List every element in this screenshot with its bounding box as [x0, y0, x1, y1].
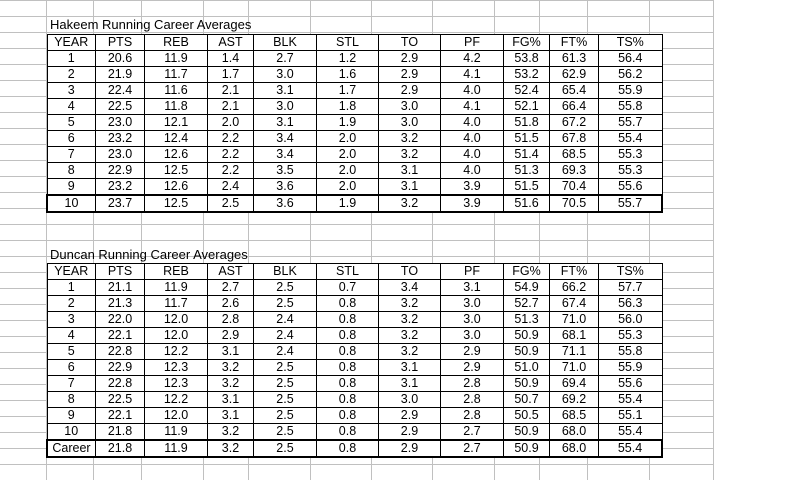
table-cell[interactable]: 3.2	[379, 328, 441, 344]
column-header[interactable]: REB	[145, 264, 208, 280]
table-cell[interactable]: 51.3	[504, 163, 550, 179]
table-row	[47, 392, 662, 408]
table-cell[interactable]: 3.1	[208, 408, 254, 424]
table-cell[interactable]: 3.0	[441, 312, 504, 328]
table-cell[interactable]: 56.3	[599, 296, 663, 312]
table-cell[interactable]: 2.1	[208, 83, 254, 99]
table-cell[interactable]: 2.2	[208, 147, 254, 163]
table-cell[interactable]: 2.8	[441, 408, 504, 424]
table-cell[interactable]: 12.2	[145, 344, 208, 360]
column-header[interactable]: YEAR	[47, 264, 96, 280]
table-cell[interactable]: 50.9	[504, 376, 550, 392]
table-cell[interactable]: 22.8	[96, 376, 145, 392]
table-cell[interactable]: 55.4	[599, 392, 663, 408]
table-cell[interactable]: 2.7	[441, 424, 504, 441]
table-cell[interactable]: 2.0	[317, 147, 379, 163]
table-cell[interactable]: 1.9	[317, 115, 379, 131]
table-row	[47, 131, 662, 147]
table-cell[interactable]: 1.2	[317, 51, 379, 67]
table-cell[interactable]: 70.4	[550, 179, 599, 196]
table-cell[interactable]: 68.0	[550, 424, 599, 441]
table-cell[interactable]: 8	[47, 163, 96, 179]
table-cell[interactable]: 67.2	[550, 115, 599, 131]
table-row	[47, 408, 662, 424]
table-cell[interactable]: 6	[47, 131, 96, 147]
table-cell[interactable]: 3.2	[208, 440, 254, 457]
table-cell[interactable]: 3.9	[441, 195, 504, 212]
table-cell[interactable]: 52.7	[504, 296, 550, 312]
table-cell[interactable]: 50.5	[504, 408, 550, 424]
table-cell[interactable]: 21.8	[96, 424, 145, 441]
table-cell[interactable]: 55.4	[599, 424, 663, 441]
table-cell[interactable]: 3.9	[441, 179, 504, 196]
table-cell[interactable]: 11.9	[145, 51, 208, 67]
table-row	[47, 360, 662, 376]
table-cell[interactable]: 52.4	[504, 83, 550, 99]
header-row	[47, 35, 662, 51]
table-cell[interactable]: 4.2	[441, 51, 504, 67]
table-row	[47, 328, 662, 344]
table-cell[interactable]: 11.7	[145, 67, 208, 83]
table-row	[47, 67, 662, 83]
table-cell[interactable]: Career	[47, 440, 96, 457]
table-cell[interactable]: 10	[47, 195, 96, 212]
table-cell[interactable]: 0.8	[317, 440, 379, 457]
table-cell[interactable]: 1.7	[208, 67, 254, 83]
table-cell[interactable]: 3.2	[208, 360, 254, 376]
table-cell[interactable]: 3.1	[379, 179, 441, 196]
table-cell[interactable]: 68.5	[550, 147, 599, 163]
table-cell[interactable]: 11.9	[145, 440, 208, 457]
table-cell[interactable]: 67.4	[550, 296, 599, 312]
table-cell[interactable]: 5	[47, 344, 96, 360]
table-row	[47, 115, 662, 131]
table-row	[47, 312, 662, 328]
table-cell[interactable]: 22.5	[96, 99, 145, 115]
table-cell[interactable]: 3.2	[379, 344, 441, 360]
table-cell[interactable]: 68.0	[550, 440, 599, 457]
table-cell[interactable]: 3.2	[208, 376, 254, 392]
table-cell[interactable]: 1.8	[317, 99, 379, 115]
table-cell[interactable]: 55.3	[599, 163, 663, 179]
table-cell[interactable]: 2.9	[379, 408, 441, 424]
table-cell[interactable]: 2.0	[317, 131, 379, 147]
column-header[interactable]: TO	[379, 264, 441, 280]
table-cell[interactable]: 55.1	[599, 408, 663, 424]
table-cell[interactable]: 3.0	[441, 296, 504, 312]
table-cell[interactable]: 21.8	[96, 440, 145, 457]
table-cell[interactable]: 3.0	[254, 99, 317, 115]
table-cell[interactable]: 12.0	[145, 408, 208, 424]
table-cell[interactable]: 2.2	[208, 163, 254, 179]
table-row	[47, 195, 662, 212]
table-cell[interactable]: 12.4	[145, 131, 208, 147]
table-cell[interactable]: 2.9	[441, 344, 504, 360]
column-header[interactable]: STL	[317, 35, 379, 51]
table-cell[interactable]: 23.2	[96, 179, 145, 196]
table-cell[interactable]: 0.8	[317, 312, 379, 328]
table-cell[interactable]: 3.4	[254, 147, 317, 163]
table-cell[interactable]: 3.0	[379, 99, 441, 115]
table-cell[interactable]: 2.7	[441, 440, 504, 457]
table-cell[interactable]: 2.9	[379, 440, 441, 457]
table-cell[interactable]: 3.1	[254, 115, 317, 131]
table-row	[47, 440, 662, 457]
table-cell[interactable]: 0.8	[317, 408, 379, 424]
table-cell[interactable]: 23.2	[96, 131, 145, 147]
table-cell[interactable]: 55.7	[599, 195, 663, 212]
table-cell[interactable]: 51.5	[504, 179, 550, 196]
table-cell[interactable]: 50.9	[504, 344, 550, 360]
table-cell[interactable]: 55.9	[599, 360, 663, 376]
table-cell[interactable]: 3.6	[254, 195, 317, 212]
column-header[interactable]: AST	[208, 264, 254, 280]
table-cell[interactable]: 12.0	[145, 328, 208, 344]
table-cell[interactable]: 3.1	[379, 163, 441, 179]
table-row	[47, 163, 662, 179]
table-cell[interactable]: 22.8	[96, 344, 145, 360]
table-cell[interactable]: 12.6	[145, 179, 208, 196]
table-cell[interactable]: 51.5	[504, 131, 550, 147]
table-cell[interactable]: 69.2	[550, 392, 599, 408]
table-cell[interactable]: 22.4	[96, 83, 145, 99]
table-cell[interactable]: 20.6	[96, 51, 145, 67]
table-cell[interactable]: 4.1	[441, 99, 504, 115]
table-cell[interactable]: 55.4	[599, 131, 663, 147]
table-cell[interactable]: 2.1	[208, 99, 254, 115]
table-cell[interactable]: 2.4	[208, 179, 254, 196]
table-cell[interactable]: 11.7	[145, 296, 208, 312]
table-cell[interactable]: 2.0	[317, 179, 379, 196]
column-header[interactable]: AST	[208, 35, 254, 51]
table-cell[interactable]: 3.2	[379, 131, 441, 147]
duncan-averages-table	[46, 263, 663, 458]
table-cell[interactable]: 23.0	[96, 115, 145, 131]
table-cell[interactable]: 54.9	[504, 280, 550, 296]
table-cell[interactable]: 2.5	[254, 408, 317, 424]
table-cell[interactable]: 57.7	[599, 280, 663, 296]
table-cell[interactable]: 23.7	[96, 195, 145, 212]
table-cell[interactable]: 4.0	[441, 83, 504, 99]
table-cell[interactable]: 2.8	[441, 376, 504, 392]
table-cell[interactable]: 3.1	[254, 83, 317, 99]
table-cell[interactable]: 55.3	[599, 147, 663, 163]
table-cell[interactable]: 22.1	[96, 328, 145, 344]
table-cell[interactable]: 7	[47, 376, 96, 392]
table-cell[interactable]: 21.1	[96, 280, 145, 296]
table-cell[interactable]: 51.6	[504, 195, 550, 212]
table-cell[interactable]: 2.4	[254, 328, 317, 344]
table-cell[interactable]: 50.9	[504, 440, 550, 457]
table-cell[interactable]: 3.0	[379, 392, 441, 408]
table-cell[interactable]: 50.9	[504, 328, 550, 344]
table-cell[interactable]: 61.3	[550, 51, 599, 67]
table-cell[interactable]: 12.0	[145, 312, 208, 328]
table-cell[interactable]: 67.8	[550, 131, 599, 147]
column-header[interactable]: TS%	[599, 35, 663, 51]
table-row	[47, 376, 662, 392]
table-cell[interactable]: 0.7	[317, 280, 379, 296]
table-cell[interactable]: 7	[47, 147, 96, 163]
table-cell[interactable]: 3.0	[254, 67, 317, 83]
table-cell[interactable]: 12.1	[145, 115, 208, 131]
table-cell[interactable]: 55.4	[599, 440, 663, 457]
table-cell[interactable]: 53.8	[504, 51, 550, 67]
table-cell[interactable]: 3.5	[254, 163, 317, 179]
column-header[interactable]: FT%	[550, 35, 599, 51]
table-cell[interactable]: 69.3	[550, 163, 599, 179]
table-row	[47, 280, 662, 296]
table-cell[interactable]: 4.0	[441, 163, 504, 179]
table-cell[interactable]: 2.0	[317, 163, 379, 179]
table-cell[interactable]: 23.0	[96, 147, 145, 163]
table-cell[interactable]: 50.7	[504, 392, 550, 408]
table-cell[interactable]: 56.0	[599, 312, 663, 328]
table-cell[interactable]: 3.2	[379, 195, 441, 212]
table-cell[interactable]: 21.9	[96, 67, 145, 83]
table-cell[interactable]: 0.8	[317, 344, 379, 360]
table-cell[interactable]: 0.8	[317, 424, 379, 441]
table-cell[interactable]: 10	[47, 424, 96, 441]
table-cell[interactable]: 3	[47, 83, 96, 99]
table-cell[interactable]: 53.2	[504, 67, 550, 83]
table-cell[interactable]: 2.9	[379, 83, 441, 99]
table-cell[interactable]: 51.3	[504, 312, 550, 328]
table-row	[47, 51, 662, 67]
table-cell[interactable]: 11.6	[145, 83, 208, 99]
table-cell[interactable]: 11.8	[145, 99, 208, 115]
table-cell[interactable]: 66.4	[550, 99, 599, 115]
table-cell[interactable]: 55.7	[599, 115, 663, 131]
table-cell[interactable]: 68.1	[550, 328, 599, 344]
table-cell[interactable]: 3.6	[254, 179, 317, 196]
table-cell[interactable]: 1.7	[317, 83, 379, 99]
table-cell[interactable]: 8	[47, 392, 96, 408]
table-cell[interactable]: 66.2	[550, 280, 599, 296]
table-cell[interactable]: 2	[47, 67, 96, 83]
table-cell[interactable]: 4.0	[441, 147, 504, 163]
table-cell[interactable]: 1.9	[317, 195, 379, 212]
table-cell[interactable]: 3.2	[379, 312, 441, 328]
table-cell[interactable]: 55.8	[599, 99, 663, 115]
table-cell[interactable]: 62.9	[550, 67, 599, 83]
table-cell[interactable]: 1	[47, 51, 96, 67]
table-cell[interactable]: 2.5	[254, 296, 317, 312]
table-cell[interactable]: 12.3	[145, 360, 208, 376]
table-cell[interactable]: 2.5	[254, 392, 317, 408]
table-cell[interactable]: 70.5	[550, 195, 599, 212]
table-cell[interactable]: 2.5	[254, 376, 317, 392]
table-cell[interactable]: 2.8	[208, 312, 254, 328]
table-cell[interactable]: 3.1	[208, 392, 254, 408]
table-cell[interactable]: 55.3	[599, 328, 663, 344]
table-cell[interactable]: 3.1	[441, 280, 504, 296]
table-cell[interactable]: 71.0	[550, 312, 599, 328]
table-cell[interactable]: 22.9	[96, 163, 145, 179]
table-cell[interactable]: 0.8	[317, 296, 379, 312]
table-cell[interactable]: 2.9	[379, 51, 441, 67]
column-header[interactable]: FG%	[504, 35, 550, 51]
table-cell[interactable]: 22.1	[96, 408, 145, 424]
table-cell[interactable]: 4.1	[441, 67, 504, 83]
table-cell[interactable]: 0.8	[317, 328, 379, 344]
table-cell[interactable]: 12.3	[145, 376, 208, 392]
table-cell[interactable]: 3.0	[379, 115, 441, 131]
table-cell[interactable]: 2.4	[254, 344, 317, 360]
column-header[interactable]: REB	[145, 35, 208, 51]
table-cell[interactable]: 2.5	[254, 424, 317, 441]
table-cell[interactable]: 22.0	[96, 312, 145, 328]
table-row	[47, 179, 662, 196]
table-cell[interactable]: 2.5	[254, 360, 317, 376]
table-cell[interactable]: 56.2	[599, 67, 663, 83]
table-cell[interactable]: 2	[47, 296, 96, 312]
table-cell[interactable]: 11.9	[145, 280, 208, 296]
table-cell[interactable]: 12.5	[145, 195, 208, 212]
table-cell[interactable]: 71.0	[550, 360, 599, 376]
column-header[interactable]: FG%	[504, 264, 550, 280]
table-cell[interactable]: 3	[47, 312, 96, 328]
table-cell[interactable]: 55.9	[599, 83, 663, 99]
table-cell[interactable]: 1	[47, 280, 96, 296]
table-cell[interactable]: 1.4	[208, 51, 254, 67]
table-cell[interactable]: 2.5	[254, 440, 317, 457]
table-cell[interactable]: 55.6	[599, 179, 663, 196]
table-cell[interactable]: 12.5	[145, 163, 208, 179]
table-cell[interactable]: 3.1	[379, 360, 441, 376]
table-cell[interactable]: 6	[47, 360, 96, 376]
table-cell[interactable]: 51.4	[504, 147, 550, 163]
table-cell[interactable]: 51.8	[504, 115, 550, 131]
column-header[interactable]: TO	[379, 35, 441, 51]
table-cell[interactable]: 2.4	[254, 312, 317, 328]
table-cell[interactable]: 2.6	[208, 296, 254, 312]
duncan-table-title: Duncan Running Career Averages	[50, 247, 248, 262]
table-cell[interactable]: 4.0	[441, 115, 504, 131]
table-cell[interactable]: 12.2	[145, 392, 208, 408]
column-header[interactable]: YEAR	[47, 35, 96, 51]
table-cell[interactable]: 65.4	[550, 83, 599, 99]
table-cell[interactable]: 3.2	[379, 296, 441, 312]
table-cell[interactable]: 3.4	[254, 131, 317, 147]
table-cell[interactable]: 2.9	[208, 328, 254, 344]
column-header[interactable]: PTS	[96, 264, 145, 280]
column-header[interactable]: FT%	[550, 264, 599, 280]
table-cell[interactable]: 2.7	[208, 280, 254, 296]
table-cell[interactable]: 55.6	[599, 376, 663, 392]
table-cell[interactable]: 51.0	[504, 360, 550, 376]
table-cell[interactable]: 11.9	[145, 424, 208, 441]
table-cell[interactable]: 56.4	[599, 51, 663, 67]
table-cell[interactable]: 5	[47, 115, 96, 131]
table-cell[interactable]: 9	[47, 408, 96, 424]
table-cell[interactable]: 2.5	[254, 280, 317, 296]
table-cell[interactable]: 2.7	[254, 51, 317, 67]
column-header[interactable]: PF	[441, 35, 504, 51]
table-cell[interactable]: 52.1	[504, 99, 550, 115]
column-header[interactable]: BLK	[254, 264, 317, 280]
table-row	[47, 296, 662, 312]
table-cell[interactable]: 1.6	[317, 67, 379, 83]
table-cell[interactable]: 2.5	[208, 195, 254, 212]
table-cell[interactable]: 2.8	[441, 392, 504, 408]
table-row	[47, 99, 662, 115]
table-cell[interactable]: 4	[47, 99, 96, 115]
table-cell[interactable]: 3.0	[441, 328, 504, 344]
table-cell[interactable]: 3.2	[379, 147, 441, 163]
table-row	[47, 344, 662, 360]
table-cell[interactable]: 2.9	[379, 67, 441, 83]
table-cell[interactable]: 22.9	[96, 360, 145, 376]
table-row	[47, 424, 662, 441]
table-cell[interactable]: 21.3	[96, 296, 145, 312]
table-cell[interactable]: 3.1	[379, 376, 441, 392]
table-cell[interactable]: 0.8	[317, 376, 379, 392]
column-header[interactable]: PF	[441, 264, 504, 280]
table-cell[interactable]: 0.8	[317, 360, 379, 376]
table-cell[interactable]: 0.8	[317, 392, 379, 408]
table-cell[interactable]: 3.1	[208, 344, 254, 360]
table-cell[interactable]: 2.9	[441, 360, 504, 376]
table-cell[interactable]: 2.2	[208, 131, 254, 147]
table-cell[interactable]: 3.4	[379, 280, 441, 296]
table-cell[interactable]: 4	[47, 328, 96, 344]
header-row	[47, 264, 662, 280]
hakeem-averages-table	[46, 34, 663, 213]
column-header[interactable]: PTS	[96, 35, 145, 51]
table-cell[interactable]: 69.4	[550, 376, 599, 392]
table-cell[interactable]: 3.2	[208, 424, 254, 441]
table-cell[interactable]: 2.0	[208, 115, 254, 131]
table-row	[47, 83, 662, 99]
column-header[interactable]: BLK	[254, 35, 317, 51]
table-cell[interactable]: 12.6	[145, 147, 208, 163]
table-cell[interactable]: 71.1	[550, 344, 599, 360]
table-row	[47, 147, 662, 163]
hakeem-table-title: Hakeem Running Career Averages	[50, 17, 252, 32]
column-header[interactable]: STL	[317, 264, 379, 280]
table-cell[interactable]: 68.5	[550, 408, 599, 424]
table-cell[interactable]: 4.0	[441, 131, 504, 147]
table-cell[interactable]: 9	[47, 179, 96, 196]
table-cell[interactable]: 2.9	[379, 424, 441, 441]
table-cell[interactable]: 22.5	[96, 392, 145, 408]
table-cell[interactable]: 55.8	[599, 344, 663, 360]
column-header[interactable]: TS%	[599, 264, 663, 280]
table-cell[interactable]: 50.9	[504, 424, 550, 441]
